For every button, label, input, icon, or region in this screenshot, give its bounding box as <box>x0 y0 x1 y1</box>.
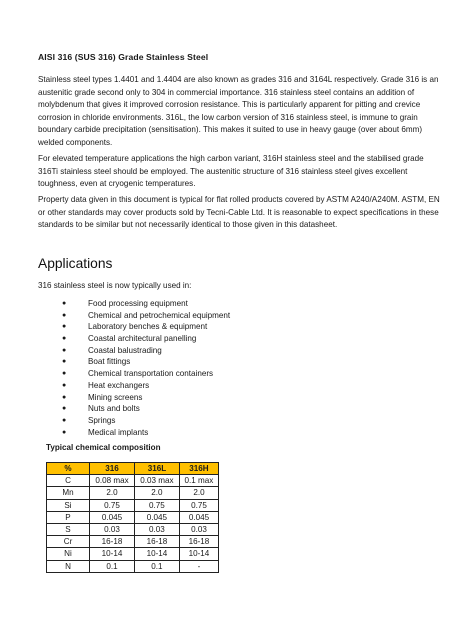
value-cell: 0.03 max <box>134 475 179 487</box>
table-row <box>47 475 219 487</box>
composition-caption: Typical chemical composition <box>46 443 161 452</box>
element-cell: Cr <box>47 536 90 548</box>
table-row <box>47 536 219 548</box>
list-item-label: Food processing equipment <box>88 299 188 308</box>
list-item-label: Chemical and petrochemical equipment <box>88 310 231 320</box>
value-cell: 2.0 <box>134 487 179 499</box>
value-cell: 0.1 max <box>179 475 218 487</box>
table-row <box>47 524 219 536</box>
value-cell: 16-18 <box>90 536 135 548</box>
element-cell: Ni <box>47 548 90 560</box>
value-cell: 0.045 <box>134 511 179 523</box>
header-316h: 316H <box>179 463 218 475</box>
value-cell: 0.75 <box>134 499 179 511</box>
bullet-icon: ● <box>62 300 67 307</box>
element-cell: P <box>47 511 90 523</box>
value-cell: 0.045 <box>90 511 135 523</box>
element-cell: Si <box>47 499 90 511</box>
value-cell: 0.08 max <box>90 475 135 487</box>
element-cell: Mn <box>47 487 90 499</box>
bullet-icon: ● <box>62 393 67 401</box>
bullet-icon: ● <box>62 370 67 378</box>
value-cell: 16-18 <box>134 536 179 548</box>
elevated-temperature-paragraph: For elevated temperature applications the high carbon variant, 316H stainless steel and the stabilised grade 316Ti stainless steel should be employed. The austenitic structure of 316 stainless steel gives excellent toughness, even at cryogenic temperatures. <box>38 154 424 189</box>
element-cell: S <box>47 524 90 536</box>
table-row <box>47 560 219 572</box>
bullet-icon: ● <box>62 335 67 343</box>
list-item-label: Chemical transportation containers <box>88 369 214 379</box>
bullet-icon: ● <box>62 323 67 331</box>
value-cell: 2.0 <box>179 487 218 499</box>
list-item-label: Mining screens <box>88 392 143 402</box>
composition-table-body <box>47 475 219 573</box>
header-316l: 316L <box>134 463 179 475</box>
table-row <box>47 487 219 499</box>
document-title: AISI 316 (SUS 316) Grade Stainless Steel <box>38 52 209 62</box>
value-cell: 0.03 <box>134 524 179 536</box>
value-cell: 10-14 <box>134 548 179 560</box>
value-cell: 10-14 <box>90 548 135 560</box>
element-cell: C <box>47 475 90 487</box>
value-cell: 0.75 <box>90 499 135 511</box>
value-cell: 0.03 <box>179 524 218 536</box>
bullet-icon: ● <box>62 311 67 319</box>
applications-lead: 316 stainless steel is now typically used in: <box>38 281 192 290</box>
value-cell: 0.1 <box>90 560 135 572</box>
list-item-label: Laboratory benches & equipment <box>88 322 208 332</box>
value-cell: 10-14 <box>179 548 218 560</box>
intro-paragraph: Stainless steel types 1.4401 and 1.4404 are also known as grades 316 and 3164L respectively. Grade 316 is an austenitic grade second only to 304 in commercial importance. 316 stainless steel contains an addition of molybdenum that gives it improved corrosion resistance. This is particularly apparent for pitting and crevice corrosion in chloride environments. 316L, the low carbon version of 316 stainless steel, is immune to grain boundary carbide precipitation (sensitisation). This makes it suited to use in heavy gauge (over about 6mm) welded components. <box>38 75 439 147</box>
value-cell: 16-18 <box>179 536 218 548</box>
bullet-icon: ● <box>62 428 67 436</box>
composition-header-row <box>47 463 219 475</box>
header-percent: % <box>47 463 90 475</box>
list-item-label: Heat exchangers <box>88 380 150 390</box>
bullet-icon: ● <box>62 358 67 366</box>
value-cell: 2.0 <box>90 487 135 499</box>
element-cell: N <box>47 560 90 572</box>
list-item-label: Medical implants <box>88 427 149 437</box>
list-item-label: Nuts and bolts <box>88 404 140 414</box>
value-cell: - <box>179 560 218 572</box>
value-cell: 0.75 <box>179 499 218 511</box>
applications-heading: Applications <box>38 256 113 271</box>
value-cell: 0.03 <box>90 524 135 536</box>
header-316: 316 <box>90 463 135 475</box>
value-cell: 0.1 <box>134 560 179 572</box>
table-row <box>47 511 219 523</box>
bullet-icon: ● <box>62 381 67 389</box>
list-item-label: Boat fittings <box>88 357 131 367</box>
bullet-icon: ● <box>62 416 67 424</box>
composition-table <box>46 462 219 573</box>
bullet-icon: ● <box>62 346 67 354</box>
value-cell: 0.045 <box>179 511 218 523</box>
table-row <box>47 499 219 511</box>
table-row <box>47 548 219 560</box>
list-item-label: Coastal architectural panelling <box>88 334 197 344</box>
bullet-icon: ● <box>62 405 67 413</box>
list-item-label: Coastal balustrading <box>88 345 162 355</box>
property-data-paragraph: Property data given in this document is typical for flat rolled products covered by ASTM A240/A240M. ASTM, EN or other standards may cover products sold by Tecni-Cable Ltd. It is reasonable to expect specifications in these standards to be similar but not necessarily identical to those given in this datasheet. <box>38 195 440 230</box>
list-item-label: Springs <box>88 415 116 425</box>
